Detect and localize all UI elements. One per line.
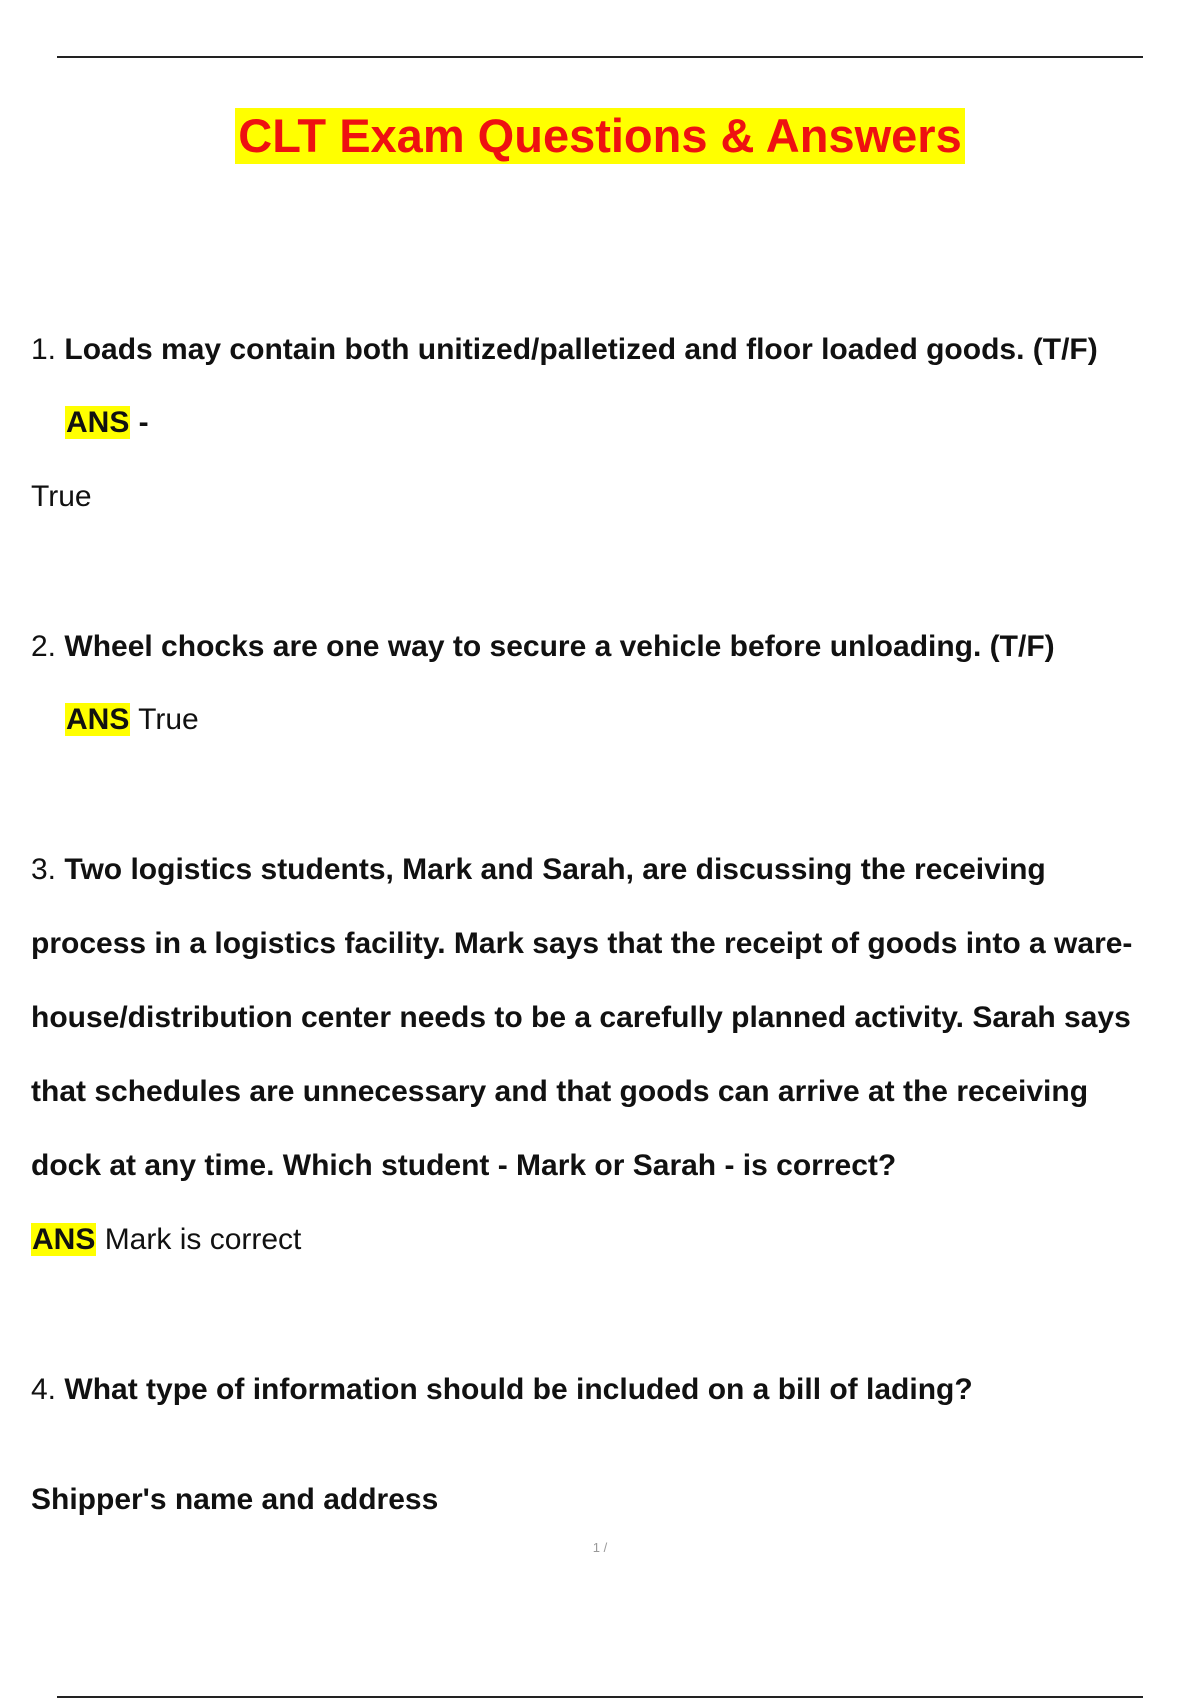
question-number: 1.: [31, 333, 57, 366]
question-1: [31, 330, 1098, 370]
bottom-rule: [57, 1696, 1143, 1698]
answer-text: True: [31, 480, 92, 513]
question-text: What type of information should be included on a bill of lading?: [64, 1373, 973, 1406]
title-container: [0, 108, 1200, 164]
answer-1: [31, 477, 92, 517]
ans-label: ANS: [32, 1223, 96, 1256]
question-number: 4.: [31, 1373, 57, 1406]
question-text: Two logistics students, Mark and Sarah, are discussing the receiving: [64, 853, 1046, 886]
question-3-line-5: dock at any time. Which student - Mark or Sarah - is correct?: [31, 1149, 897, 1182]
question-number: 2.: [31, 630, 57, 663]
ans-label: ANS: [66, 703, 130, 736]
page-number: 1 /: [592, 1540, 608, 1555]
question-3-line-2: process in a logistics facility. Mark says that the receipt of goods into a ware-: [31, 927, 1133, 960]
ans-separator: -: [130, 406, 149, 439]
top-rule: [57, 56, 1143, 58]
answer-text: Mark is correct: [104, 1223, 302, 1256]
answer-4: Shipper's name and address: [31, 1483, 439, 1516]
answer-text: True: [138, 703, 199, 736]
question-3-line-3: house/distribution center needs to be a carefully planned activity. Sarah says: [31, 1001, 1131, 1034]
ans-label: ANS: [66, 406, 130, 439]
answer-row-1: [65, 403, 149, 443]
question-text: Wheel chocks are one way to secure a vehicle before unloading. (T/F): [64, 630, 1055, 663]
question-text: Loads may contain both unitized/palletized and floor loaded goods. (T/F): [64, 333, 1098, 366]
answer-row-2: [65, 700, 199, 740]
question-number: 3.: [31, 853, 57, 886]
question-3-line-1: [31, 850, 1046, 890]
question-3-line-4: that schedules are unnecessary and that goods can arrive at the receiving: [31, 1075, 1089, 1108]
question-4: [31, 1370, 973, 1410]
document-title: CLT Exam Questions & Answers: [235, 108, 964, 164]
answer-row-3: [31, 1220, 301, 1260]
question-2: [31, 627, 1055, 667]
